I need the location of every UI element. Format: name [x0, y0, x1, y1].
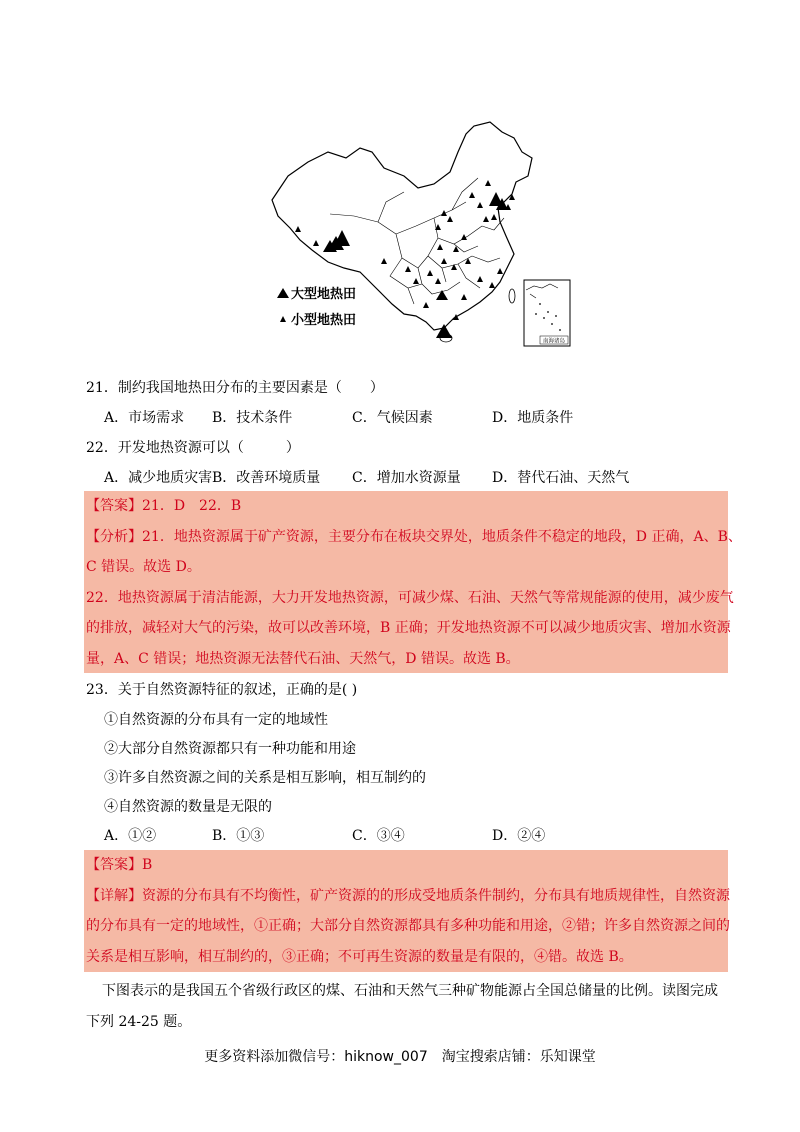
explanation-line: 的分布具有一定的地域性，①正确；大部分自然资源都具有多种功能和用途，②错；许多自然资源之间的	[86, 918, 730, 934]
answer-line: 【答案】21．D 22．B	[86, 498, 242, 514]
china-geothermal-map	[268, 118, 576, 354]
explanation-line: 关系是相互影响，相互制约的，③正确；不可再生资源的数量是有限的，④错。故选 B。	[86, 948, 633, 965]
q23-options	[104, 826, 545, 846]
answer-box-23	[84, 850, 728, 972]
q21-options	[104, 408, 573, 428]
q23-option-b[interactable]: B．①③	[212, 828, 265, 844]
analysis-line: 【分析】21．地热资源属于矿产资源，主要分布在板块交界处，地质条件不稳定的地段，D 正确，A、B、	[86, 528, 742, 545]
q22-option-d[interactable]: D．替代石油、天然气	[492, 470, 630, 486]
taiwan-island	[509, 289, 515, 303]
q23-stem: 23．关于自然资源特征的叙述，正确的是( )	[86, 682, 358, 698]
q22-options	[104, 468, 629, 488]
q22-option-a[interactable]: A．减少地质灾害	[104, 470, 213, 486]
legend-small-label: 小型地热田	[291, 313, 357, 328]
analysis-line: 量，A、C 错误；地热资源无法替代石油、天然气，D 错误。故选 B。	[86, 650, 520, 667]
q23-statement-3: ③许多自然资源之间的关系是相互影响，相互制约的	[104, 770, 426, 786]
analysis-line: C 错误。故选 D。	[86, 559, 201, 575]
q21-option-a[interactable]: A．市场需求	[104, 410, 185, 426]
q23-statement-2: ②大部分自然资源都只有一种功能和用途	[104, 741, 356, 757]
q23-statement-1: ①自然资源的分布具有一定的地域性	[104, 712, 328, 728]
q23-option-d[interactable]: D．②④	[492, 828, 546, 844]
map-svg	[268, 118, 576, 354]
inset-label: 南海诸岛	[542, 338, 566, 345]
q22-stem: 22．开发地热资源可以（ ）	[86, 440, 300, 456]
province-boundaries	[330, 178, 504, 304]
q23-statement-4: ④自然资源的数量是无限的	[104, 799, 272, 815]
legend-large-icon	[277, 288, 289, 298]
q22-option-c[interactable]: C．增加水资源量	[352, 470, 461, 486]
q22-option-b[interactable]: B．改善环境质量	[212, 470, 321, 486]
q23-option-a[interactable]: A．①②	[104, 828, 157, 844]
legend-large-label: 大型地热田	[291, 287, 357, 302]
answer-line: 【答案】B	[86, 857, 153, 873]
intro-line-2: 下列 24-25 题。	[86, 1014, 192, 1030]
analysis-line: 22．地热资源属于清洁能源，大力开发地热资源，可减少煤、石油、天然气等常规能源的使用，减少废气	[86, 589, 734, 606]
explanation-line: 【详解】资源的分布具有不均衡性，矿产资源的的形成受地质条件制约，分布具有地质规律性，自然资源	[86, 887, 730, 904]
answer-box-21-22	[84, 491, 742, 673]
q21-option-b[interactable]: B．技术条件	[212, 410, 293, 426]
q21-stem: 21．制约我国地热田分布的主要因素是（ ）	[86, 380, 384, 396]
q21-option-d[interactable]: D．地质条件	[492, 410, 574, 426]
intro-line-1: 下图表示的是我国五个省级行政区的煤、石油和天然气三种矿物能源占全国总储量的比例。读图完成	[102, 983, 718, 999]
legend-small-icon	[280, 316, 286, 322]
q21-option-c[interactable]: C．气候因素	[352, 410, 433, 426]
page-footer: 更多资料添加微信号：hiknow_007 淘宝搜索店铺：乐知课堂	[204, 1049, 596, 1065]
q23-option-c[interactable]: C．③④	[352, 828, 405, 844]
analysis-line: 的排放，减轻对大气的污染，故可以改善环境，B 正确；开发地热资源不可以减少地质灾害、增加水资源	[86, 620, 731, 636]
